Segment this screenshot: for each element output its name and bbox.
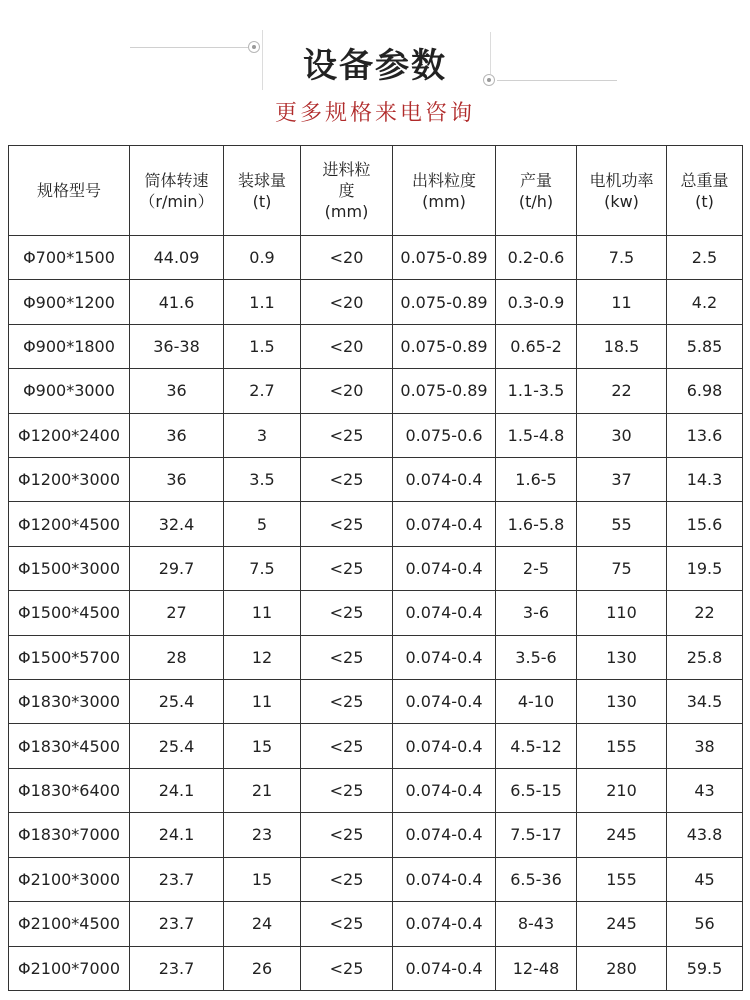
column-header (224, 146, 301, 236)
value-cell: 19.5 (667, 546, 743, 590)
value-cell: 0.074-0.4 (393, 680, 496, 724)
model-cell: Φ1500*3000 (9, 546, 130, 590)
column-header-text: 产量 (519, 170, 552, 190)
model-cell: Φ700*1500 (9, 236, 130, 280)
model-cell: Φ1500*4500 (9, 591, 130, 635)
value-cell: 0.075-0.89 (393, 280, 496, 324)
value-cell: 0.074-0.4 (393, 591, 496, 635)
value-cell: <25 (301, 413, 393, 457)
value-cell: 1.5-4.8 (496, 413, 577, 457)
value-cell: 15 (224, 857, 301, 901)
value-cell: 25.4 (130, 680, 224, 724)
value-cell: 23.7 (130, 946, 224, 991)
column-header (393, 146, 496, 236)
column-header-text: (mm) (324, 202, 369, 221)
value-cell: 30 (577, 413, 667, 457)
value-cell: 2.7 (224, 369, 301, 413)
value-cell: 23.7 (130, 857, 224, 901)
value-cell: 25.8 (667, 635, 743, 679)
table-header-row (9, 146, 743, 236)
value-cell: 22 (667, 591, 743, 635)
value-cell: <25 (301, 591, 393, 635)
value-cell: <20 (301, 280, 393, 324)
value-cell: 0.075-0.6 (393, 413, 496, 457)
value-cell: 3-6 (496, 591, 577, 635)
model-cell: Φ900*3000 (9, 369, 130, 413)
value-cell: 29.7 (130, 546, 224, 590)
value-cell: <25 (301, 680, 393, 724)
value-cell: 245 (577, 902, 667, 946)
column-header-text: (t/h) (518, 191, 554, 211)
value-cell: 1.1 (224, 280, 301, 324)
value-cell: 43.8 (667, 813, 743, 857)
value-cell: 43 (667, 768, 743, 812)
value-cell: 0.074-0.4 (393, 768, 496, 812)
page-subtitle: 更多规格来电咨询 (274, 101, 475, 126)
value-cell: 28 (130, 635, 224, 679)
value-cell: 1.6-5.8 (496, 502, 577, 546)
value-cell: 0.3-0.9 (496, 280, 577, 324)
value-cell: 7.5-17 (496, 813, 577, 857)
value-cell: 32.4 (130, 502, 224, 546)
table-row (9, 369, 743, 413)
value-cell: 12-48 (496, 946, 577, 991)
value-cell: 14.3 (667, 458, 743, 502)
value-cell: 38 (667, 724, 743, 768)
value-cell: 36-38 (130, 324, 224, 368)
value-cell: 3.5 (224, 458, 301, 502)
value-cell: 13.6 (667, 413, 743, 457)
value-cell: 24 (224, 902, 301, 946)
value-cell: 2-5 (496, 546, 577, 590)
value-cell: 155 (577, 857, 667, 901)
value-cell: 45 (667, 857, 743, 901)
column-header (301, 146, 393, 236)
column-header-text: (mm) (422, 191, 466, 211)
column-header (130, 146, 224, 236)
value-cell: 0.9 (224, 236, 301, 280)
value-cell: 15 (224, 724, 301, 768)
table-row (9, 324, 743, 368)
value-cell: 1.5 (224, 324, 301, 368)
value-cell: <25 (301, 502, 393, 546)
value-cell: 2.5 (667, 236, 743, 280)
value-cell: <25 (301, 902, 393, 946)
column-header-text: 进料粒 (322, 160, 371, 179)
value-cell: 25.4 (130, 724, 224, 768)
model-cell: Φ2100*4500 (9, 902, 130, 946)
value-cell: 3 (224, 413, 301, 457)
model-cell: Φ1500*5700 (9, 635, 130, 679)
column-header-text: (t) (695, 191, 714, 211)
page-header (0, 0, 750, 145)
table-row (9, 902, 743, 946)
model-cell: Φ900*1200 (9, 280, 130, 324)
value-cell: 6.98 (667, 369, 743, 413)
value-cell: 4.2 (667, 280, 743, 324)
table-row (9, 724, 743, 768)
column-header (577, 146, 667, 236)
value-cell: 110 (577, 591, 667, 635)
value-cell: 130 (577, 635, 667, 679)
value-cell: 7.5 (577, 236, 667, 280)
value-cell: 280 (577, 946, 667, 991)
column-header-text: 总重量 (680, 170, 729, 190)
value-cell: 6.5-36 (496, 857, 577, 901)
column-header-text: (kw) (604, 191, 639, 211)
value-cell: 1.1-3.5 (496, 369, 577, 413)
value-cell: 23 (224, 813, 301, 857)
value-cell: <20 (301, 324, 393, 368)
model-cell: Φ1200*3000 (9, 458, 130, 502)
table-row (9, 591, 743, 635)
value-cell: 21 (224, 768, 301, 812)
value-cell: 0.074-0.4 (393, 857, 496, 901)
model-cell: Φ1830*4500 (9, 724, 130, 768)
model-cell: Φ2100*3000 (9, 857, 130, 901)
value-cell: 55 (577, 502, 667, 546)
value-cell: <25 (301, 546, 393, 590)
value-cell: 37 (577, 458, 667, 502)
table-row (9, 680, 743, 724)
table-row (9, 502, 743, 546)
table-row (9, 546, 743, 590)
value-cell: 24.1 (130, 768, 224, 812)
spec-table (8, 145, 743, 991)
value-cell: 0.074-0.4 (393, 502, 496, 546)
table-row (9, 458, 743, 502)
value-cell: 36 (130, 458, 224, 502)
value-cell: 0.075-0.89 (393, 369, 496, 413)
model-cell: Φ1830*6400 (9, 768, 130, 812)
value-cell: <20 (301, 236, 393, 280)
value-cell: 0.074-0.4 (393, 635, 496, 679)
value-cell: 4-10 (496, 680, 577, 724)
model-cell: Φ900*1800 (9, 324, 130, 368)
value-cell: 0.075-0.89 (393, 236, 496, 280)
model-cell: Φ1200*2400 (9, 413, 130, 457)
value-cell: <25 (301, 813, 393, 857)
value-cell: 4.5-12 (496, 724, 577, 768)
value-cell: 0.074-0.4 (393, 813, 496, 857)
model-cell: Φ1830*3000 (9, 680, 130, 724)
value-cell: 5.85 (667, 324, 743, 368)
value-cell: 41.6 (130, 280, 224, 324)
value-cell: 0.074-0.4 (393, 902, 496, 946)
value-cell: 0.2-0.6 (496, 236, 577, 280)
value-cell: 44.09 (130, 236, 224, 280)
value-cell: 0.074-0.4 (393, 724, 496, 768)
column-header-text: 度 (338, 181, 355, 200)
value-cell: 59.5 (667, 946, 743, 991)
column-header-text: 筒体转速 (144, 170, 209, 190)
value-cell: <25 (301, 768, 393, 812)
page-title: 设备参数 (303, 46, 447, 86)
value-cell: 11 (224, 680, 301, 724)
value-cell: <20 (301, 369, 393, 413)
value-cell: 24.1 (130, 813, 224, 857)
value-cell: <25 (301, 458, 393, 502)
value-cell: 27 (130, 591, 224, 635)
value-cell: 75 (577, 546, 667, 590)
table-row (9, 280, 743, 324)
value-cell: 6.5-15 (496, 768, 577, 812)
value-cell: 36 (130, 369, 224, 413)
column-header-text: 电机功率 (589, 170, 654, 190)
column-header-text: 规格型号 (36, 181, 101, 200)
column-header-text: 出料粒度 (411, 170, 476, 190)
value-cell: 130 (577, 680, 667, 724)
column-header (667, 146, 743, 236)
value-cell: <25 (301, 635, 393, 679)
value-cell: 0.074-0.4 (393, 458, 496, 502)
table-row (9, 857, 743, 901)
value-cell: 1.6-5 (496, 458, 577, 502)
value-cell: 26 (224, 946, 301, 991)
column-header-text: （r/min） (139, 191, 214, 211)
value-cell: 11 (577, 280, 667, 324)
value-cell: 36 (130, 413, 224, 457)
value-cell: 15.6 (667, 502, 743, 546)
value-cell: 0.65-2 (496, 324, 577, 368)
value-cell: <25 (301, 724, 393, 768)
value-cell: 3.5-6 (496, 635, 577, 679)
value-cell: 245 (577, 813, 667, 857)
value-cell: 7.5 (224, 546, 301, 590)
table-row (9, 768, 743, 812)
value-cell: 8-43 (496, 902, 577, 946)
value-cell: 23.7 (130, 902, 224, 946)
table-row (9, 635, 743, 679)
model-cell: Φ1200*4500 (9, 502, 130, 546)
value-cell: 34.5 (667, 680, 743, 724)
model-cell: Φ2100*7000 (9, 946, 130, 991)
value-cell: 0.074-0.4 (393, 546, 496, 590)
value-cell: <25 (301, 946, 393, 991)
table-row (9, 236, 743, 280)
value-cell: 0.075-0.89 (393, 324, 496, 368)
column-header (496, 146, 577, 236)
value-cell: 0.074-0.4 (393, 946, 496, 991)
value-cell: 18.5 (577, 324, 667, 368)
column-header (9, 146, 130, 236)
value-cell: 210 (577, 768, 667, 812)
value-cell: 5 (224, 502, 301, 546)
column-header-text: (t) (252, 191, 272, 211)
value-cell: 155 (577, 724, 667, 768)
table-row (9, 413, 743, 457)
table-row (9, 946, 743, 991)
value-cell: 22 (577, 369, 667, 413)
table-body (9, 236, 743, 991)
column-header-text: 装球量 (237, 170, 286, 190)
value-cell: 56 (667, 902, 743, 946)
value-cell: 11 (224, 591, 301, 635)
table-row (9, 813, 743, 857)
value-cell: 12 (224, 635, 301, 679)
value-cell: <25 (301, 857, 393, 901)
model-cell: Φ1830*7000 (9, 813, 130, 857)
